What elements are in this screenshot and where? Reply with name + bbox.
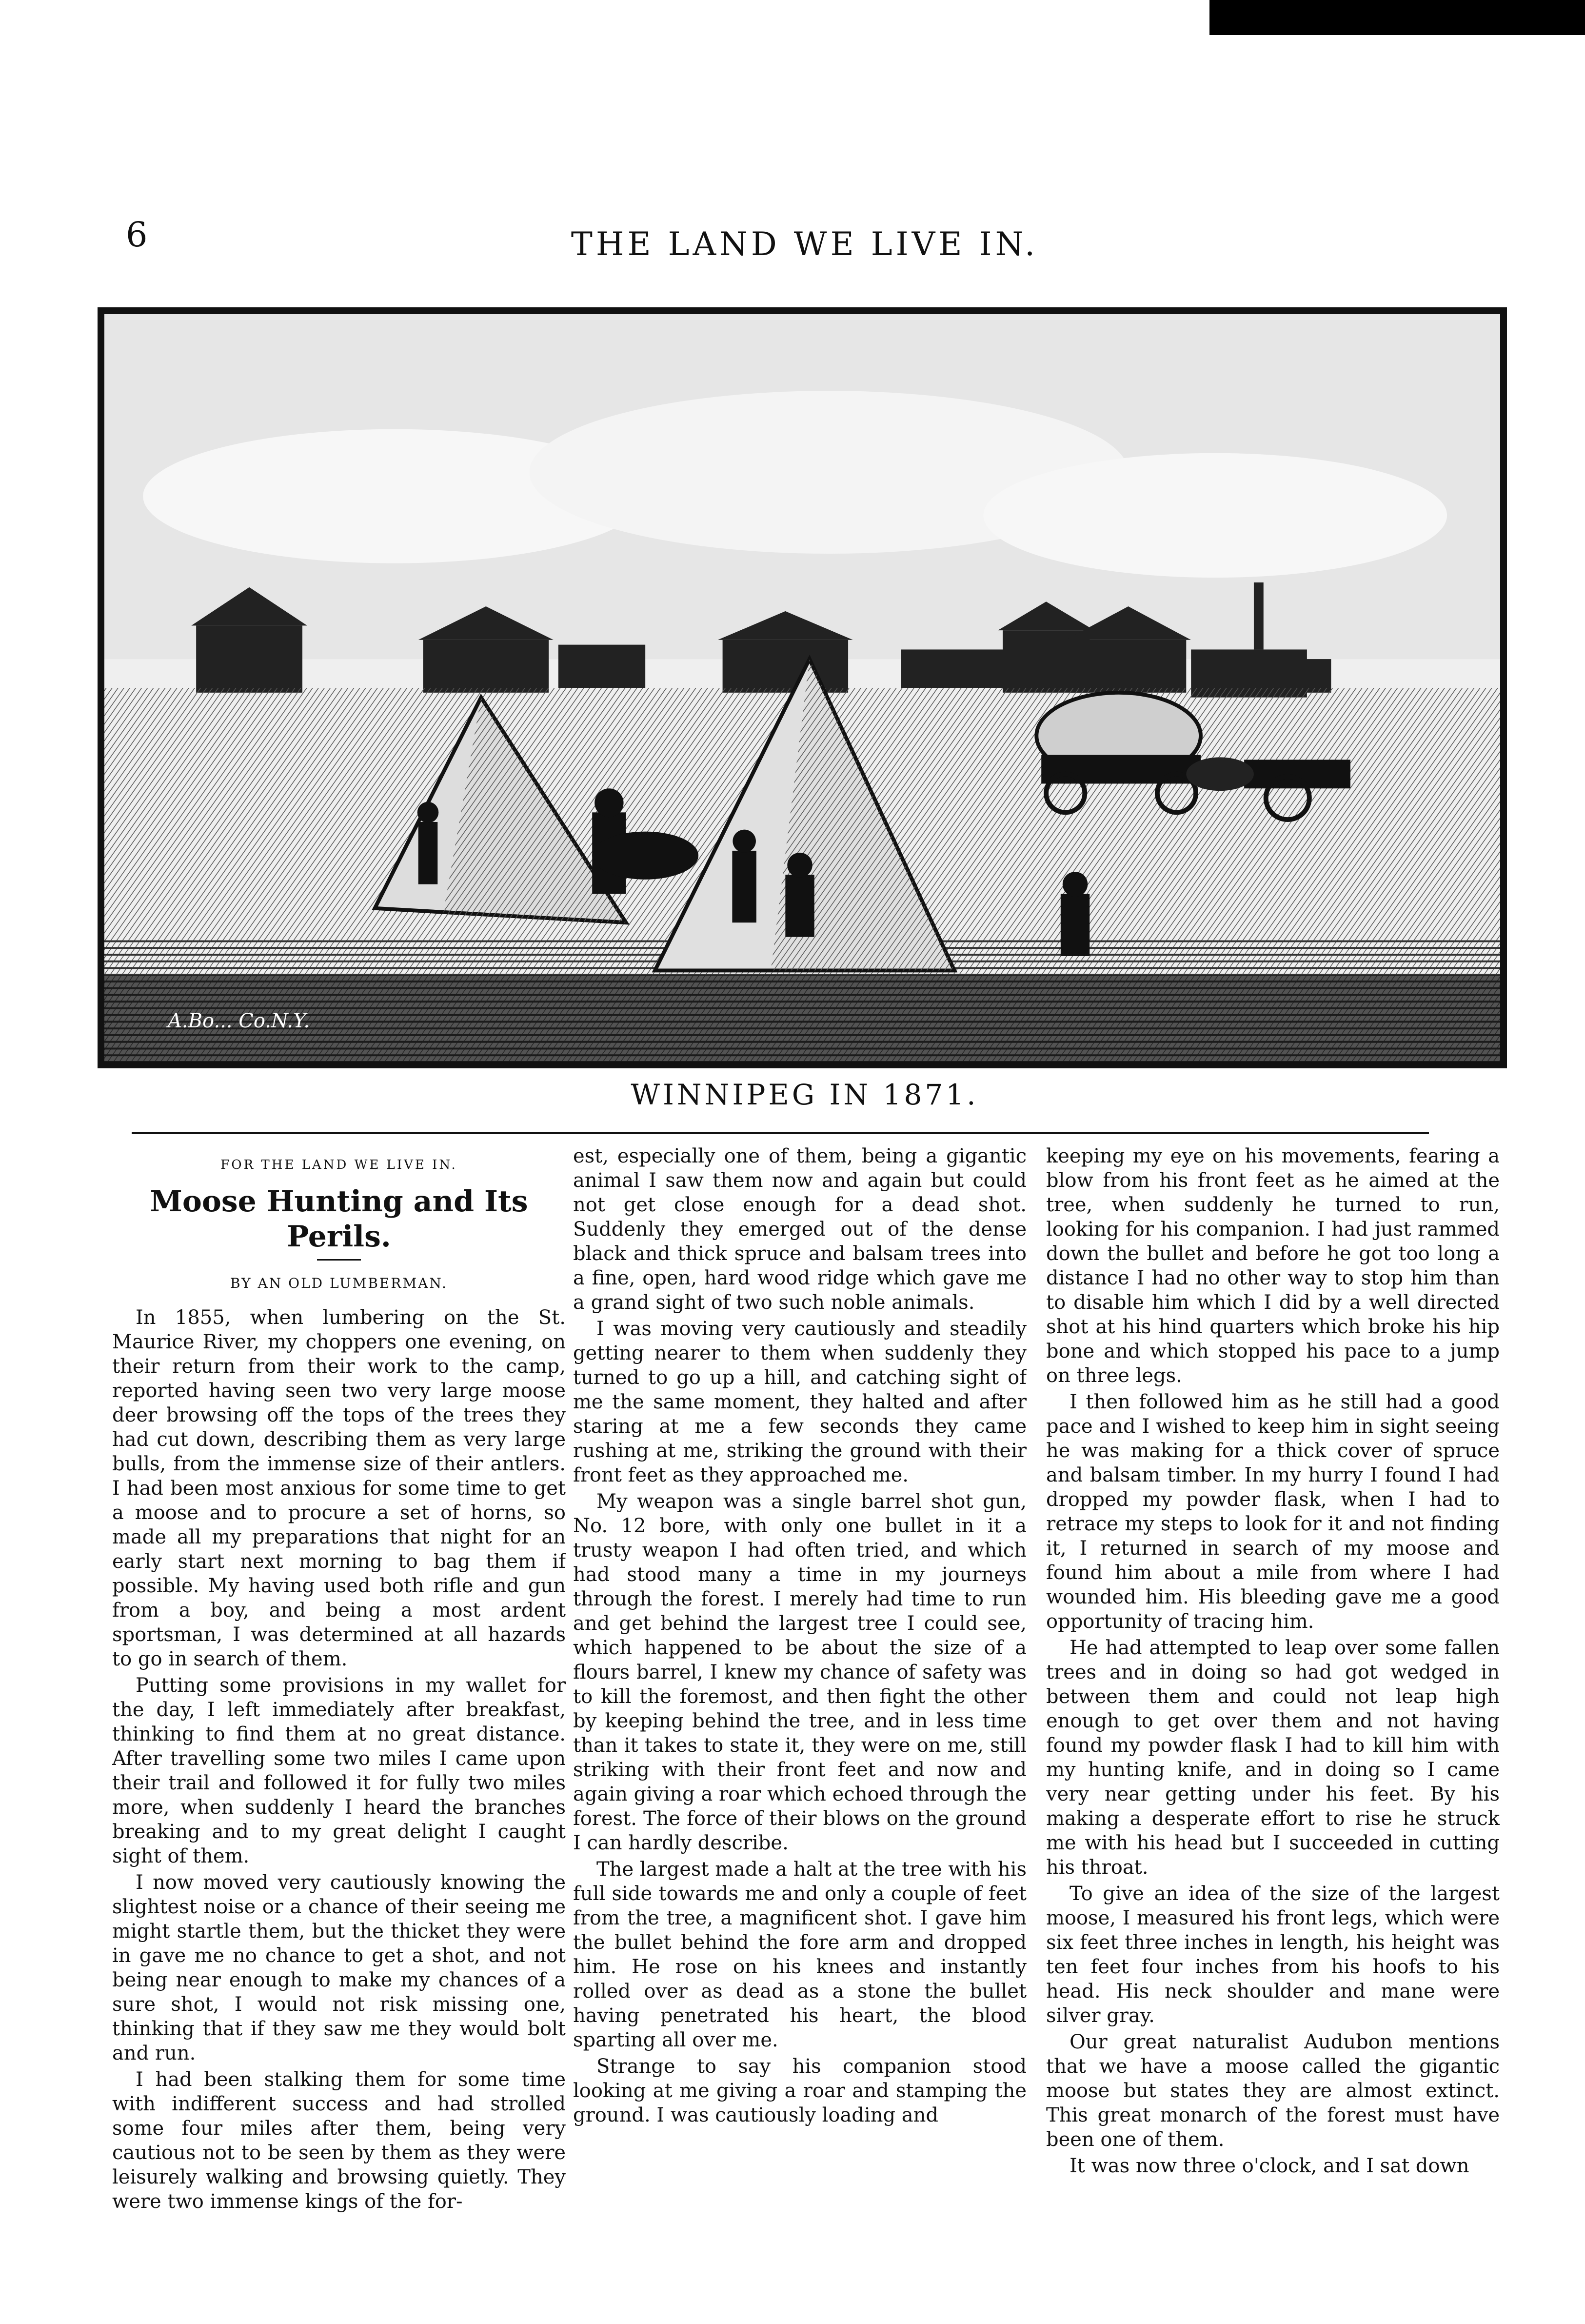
article-kicker: FOR THE LAND WE LIVE IN. <box>220 1158 457 1172</box>
paragraph: In 1855, when lumbering on the St. Maurice River, my choppers one evening, on their return from their work to the camp, reported having seen two very large moose deer browsing off the tops of the trees they had cut down, describing them as very large bulls, from the immense size of their antlers. I had been most anxious for some time to get a moose and to procure a set of horns, so made all my preparations that night for an early start next morning to bag them if possible. My having used both rifle and gun from a boy, and being a most ardent sportsman, I was determined at all hazards to go in search of them. <box>112 1306 566 1670</box>
running-title: THE LAND WE LIVE IN. <box>571 225 1039 263</box>
paragraph: To give an idea of the size of the largest moose, I measured his front legs, which were six feet three inches in length, his height was ten feet four inches from his hoofs to his head. His neck shoulder and mane were silver gray. <box>1046 1883 1500 2027</box>
paragraph: The largest made a halt at the tree with his full side towards me and only a couple of feet from the tree, a magnificent shot. I gave him the bullet behind the fore arm and dropped him. He rose on his knees and instantly rolled over as dead as a stone the bullet having penetrated his heart, the blood sparting all over me. <box>573 1858 1027 2051</box>
engraver-signature: A.Bo... Co.N.Y. <box>168 1010 310 1032</box>
article-byline: BY AN OLD LUMBERMAN. <box>230 1275 448 1291</box>
title-divider <box>317 1259 361 1261</box>
paragraph: Putting some provisions in my wallet for the day, I left immediately after breakfast, thinking to find them at no great distance. After travelling some two miles I came upon their trail and followed it for fully two miles more, when suddenly I heard the branches breaking and to my great delight I caught sight of them. <box>112 1674 566 1867</box>
paragraph: I now moved very cautiously knowing the slightest noise or a chance of their seeing me might startle them, but the thicket they were in gave me no chance to get a shot, and not being near enough to make my chances of a sure shot, I would not risk missing one, thinking that if they saw me they would bolt and run. <box>112 1871 566 2064</box>
article-title: Moose Hunting and Its Perils. <box>150 1184 528 1254</box>
paragraph: Our great naturalist Audubon mentions that we have a moose called the gigantic moose but states they are almost extinct. This great monarch of the forest must have been one of them. <box>1046 2031 1500 2151</box>
paragraph: I was moving very cautiously and steadily getting nearer to them when suddenly they turned to go up a hill, and catching sight of me the same moment, they halted and after staring at me a few seconds they came rushing at me, striking the ground with their front feet as they approached me. <box>573 1318 1027 1486</box>
paragraph: It was now three o'clock, and I sat down <box>1070 2155 1469 2177</box>
paragraph: est, especially one of them, being a gigantic animal I saw them now and again but could not get close enough for a dead shot. Suddenly they emerged out of the dense black and thick spruce and balsam trees into a fine, open, hard wood ridge which gave me a grand sight of two such noble animals. <box>573 1145 1027 1314</box>
engraving-illustration <box>98 307 1507 1068</box>
horizontal-rule <box>132 1132 1429 1134</box>
article-column-2 <box>573 1144 1027 2285</box>
page-number: 6 <box>126 215 148 255</box>
engraving-scene <box>104 314 1500 1062</box>
paragraph: He had attempted to leap over some fallen trees and in doing so had got wedged in between them and could not leap high enough to get over them and not having found my powder flask I had to kill him with my hunting knife, and in doing so I came very near getting under his feet. By his making a desperate effort to rise he struck me with his head but I succeeded in cutting his throat. <box>1046 1637 1500 1879</box>
paragraph: keeping my eye on his movements, fearing a blow from his front feet as he aimed at the tree, when suddenly he turned to run, looking for his companion. I had just rammed down the bullet and before he got too long a distance I had no other way to stop him than to disable him which I did by a well directed shot at his hind quarters which broke his hip bone and which stopped his pace to a jump on three legs. <box>1046 1145 1500 1387</box>
article-column-1 <box>112 1144 566 2285</box>
paragraph: Strange to say his companion stood looking at me giving a roar and stamping the ground. I was cautiously loading and <box>573 2055 1027 2126</box>
page-edge-bar <box>1209 0 1585 35</box>
article-column-3 <box>1046 1144 1500 2285</box>
paragraph: My weapon was a single barrel shot gun, No. 12 bore, with only one bullet in it a trusty weapon I had often tried, and which had stood many a time in my journeys through the forest. I merely had time to run and get behind the largest tree I could see, which happened to be about the size of a flours barrel, I knew my chance of safety was to kill the foremost, and then fight the other by keeping behind the tree, and in less time than it takes to state it, they were on me, still striking with their front feet and now and again giving a roar which echoed through the forest. The force of their blows on the ground I can hardly describe. <box>573 1490 1027 1854</box>
paragraph: I then followed him as he still had a good pace and I wished to keep him in sight seeing he was making for a thick cover of spruce and balsam timber. In my hurry I found I had dropped my powder flask, when I had to retrace my steps to look for it and not finding it, I returned in search of my moose and found him about a mile from where I had wounded him. His bleeding gave me a good opportunity of tracing him. <box>1046 1391 1500 1633</box>
illustration-caption: WINNIPEG IN 1871. <box>631 1078 979 1111</box>
paragraph: I had been stalking them for some time with indifferent success and had strolled some four miles after them, being very cautious not to be seen by them as they were leisurely walking and browsing quietly. They were two immense kings of the for- <box>112 2068 566 2213</box>
